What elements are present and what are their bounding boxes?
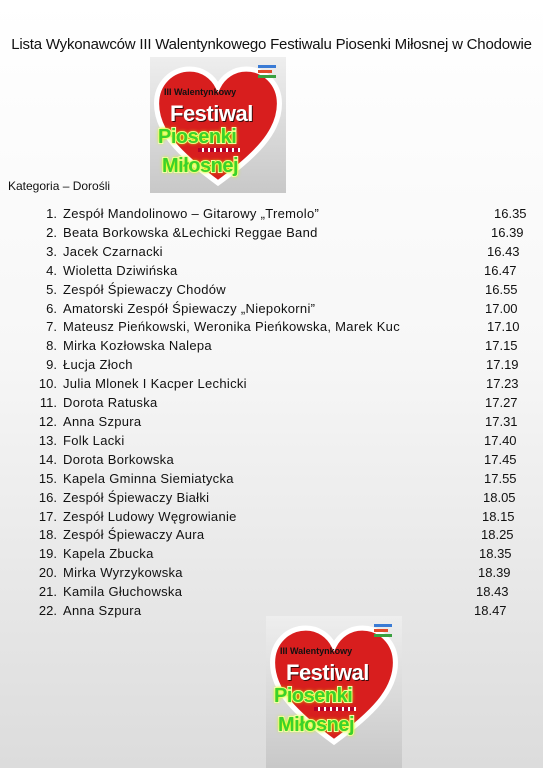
performer-number: 4.	[46, 262, 57, 278]
performer-name: Wioletta Dziwińska	[63, 262, 178, 278]
logo-line-4: Miłosnej	[278, 714, 355, 736]
performer-time: 16.43	[487, 243, 520, 259]
performer-name: Julia Mlonek I Kacper Lechicki	[63, 376, 247, 392]
performer-time: 17.27	[485, 395, 518, 411]
sponsor-mark	[374, 624, 396, 644]
performer-number: 9.	[46, 357, 57, 373]
performer-time: 17.45	[484, 451, 517, 467]
logo-line-1: III Walentynkowy	[164, 87, 237, 97]
performer-name: Beata Borkowska &Lechicki Reggae Band	[63, 224, 318, 240]
performer-name: Kamila Głuchowska	[63, 584, 183, 600]
performer-time: 18.43	[476, 584, 509, 600]
performer-time: 18.47	[474, 603, 507, 619]
performer-number: 15.	[38, 470, 57, 486]
performer-number: 22.	[38, 603, 57, 619]
logo-line-2: Festiwal	[286, 660, 369, 685]
performer-time: 16.35	[494, 206, 527, 221]
performer-number: 2.	[46, 224, 57, 240]
performer-name: Łucja Złoch	[63, 357, 133, 373]
performer-name: Kapela Gminna Siemiatycka	[63, 470, 234, 486]
performer-time: 16.47	[484, 262, 517, 278]
performer-name: Dorota Ratuska	[63, 395, 158, 411]
performer-number: 19.	[38, 546, 57, 562]
performer-time: 17.19	[486, 357, 519, 373]
performer-name: Zespół Śpiewaczy Białki	[63, 489, 210, 505]
performer-name: Zespół Śpiewaczy Chodów	[63, 281, 226, 297]
performer-number: 18.	[38, 527, 57, 543]
performer-number: 13.	[38, 432, 57, 448]
performer-number: 1.	[46, 206, 57, 221]
performer-number: 21.	[38, 584, 57, 600]
performer-name: Mirka Wyrzykowska	[63, 565, 183, 581]
performer-time: 17.10	[487, 319, 520, 335]
performer-name: Mateusz Pieńkowski, Weronika Pieńkowska, Marek Kuc	[63, 319, 400, 335]
performer-number: 11.	[39, 395, 57, 411]
performer-name: Kapela Zbucka	[63, 546, 154, 562]
performer-name: Folk Lacki	[63, 432, 125, 448]
performer-name: Zespół Mandolinowo – Gitarowy „Tremolo”	[63, 206, 320, 221]
performer-time: 18.25	[481, 527, 514, 543]
festival-logo-top	[150, 57, 286, 193]
performer-time: 17.00	[485, 300, 518, 316]
performer-number: 12.	[38, 413, 57, 429]
logo-line-1: III Walentynkowy	[280, 646, 353, 656]
performer-number: 6.	[46, 300, 57, 316]
performer-time: 17.15	[485, 338, 518, 354]
category-label: Kategoria – Dorośli	[8, 179, 111, 193]
performer-name: Zespół Ludowy Węgrowianie	[63, 508, 237, 524]
performer-name: Zespół Śpiewaczy Aura	[63, 527, 205, 543]
performer-time: 18.35	[479, 546, 512, 562]
performer-number: 16.	[38, 489, 57, 505]
performer-name: Anna Szpura	[63, 413, 142, 429]
performer-number: 8.	[46, 338, 57, 354]
performer-time: 17.40	[484, 432, 517, 448]
performer-number: 20.	[38, 565, 57, 581]
logo-line-2: Festiwal	[170, 101, 253, 126]
performer-time: 17.31	[485, 413, 518, 429]
performer-time: 18.39	[478, 565, 511, 581]
performer-time: 16.39	[491, 224, 524, 240]
performer-name: Anna Szpura	[63, 603, 142, 619]
performer-time: 17.23	[486, 376, 519, 392]
performer-number: 14.	[38, 451, 57, 467]
festival-logo-bottom	[266, 616, 402, 768]
performer-name: Amatorski Zespół Śpiewaczy „Niepokorni”	[63, 300, 316, 316]
performer-number: 10.	[38, 376, 57, 392]
logo-line-3: Piosenki	[274, 685, 353, 707]
performer-number: 3.	[46, 243, 57, 259]
performer-time: 17.55	[484, 470, 517, 486]
performer-number: 5.	[46, 281, 57, 297]
logo-line-4: Miłosnej	[162, 155, 239, 177]
performer-name: Mirka Kozłowska Nalepa	[63, 338, 212, 354]
page-title: Lista Wykonawców III Walentynkowego Festiwalu Piosenki Miłosnej w Chodowie	[11, 36, 532, 53]
sponsor-mark	[258, 65, 280, 85]
logo-line-3: Piosenki	[158, 126, 237, 148]
performer-time: 16.55	[485, 281, 518, 297]
performer-time: 18.15	[482, 508, 515, 524]
performer-time: 18.05	[483, 489, 516, 505]
performer-name: Dorota Borkowska	[63, 451, 175, 467]
performer-number: 7.	[46, 319, 57, 335]
performer-name: Jacek Czarnacki	[63, 243, 163, 259]
performer-number: 17.	[38, 508, 57, 524]
